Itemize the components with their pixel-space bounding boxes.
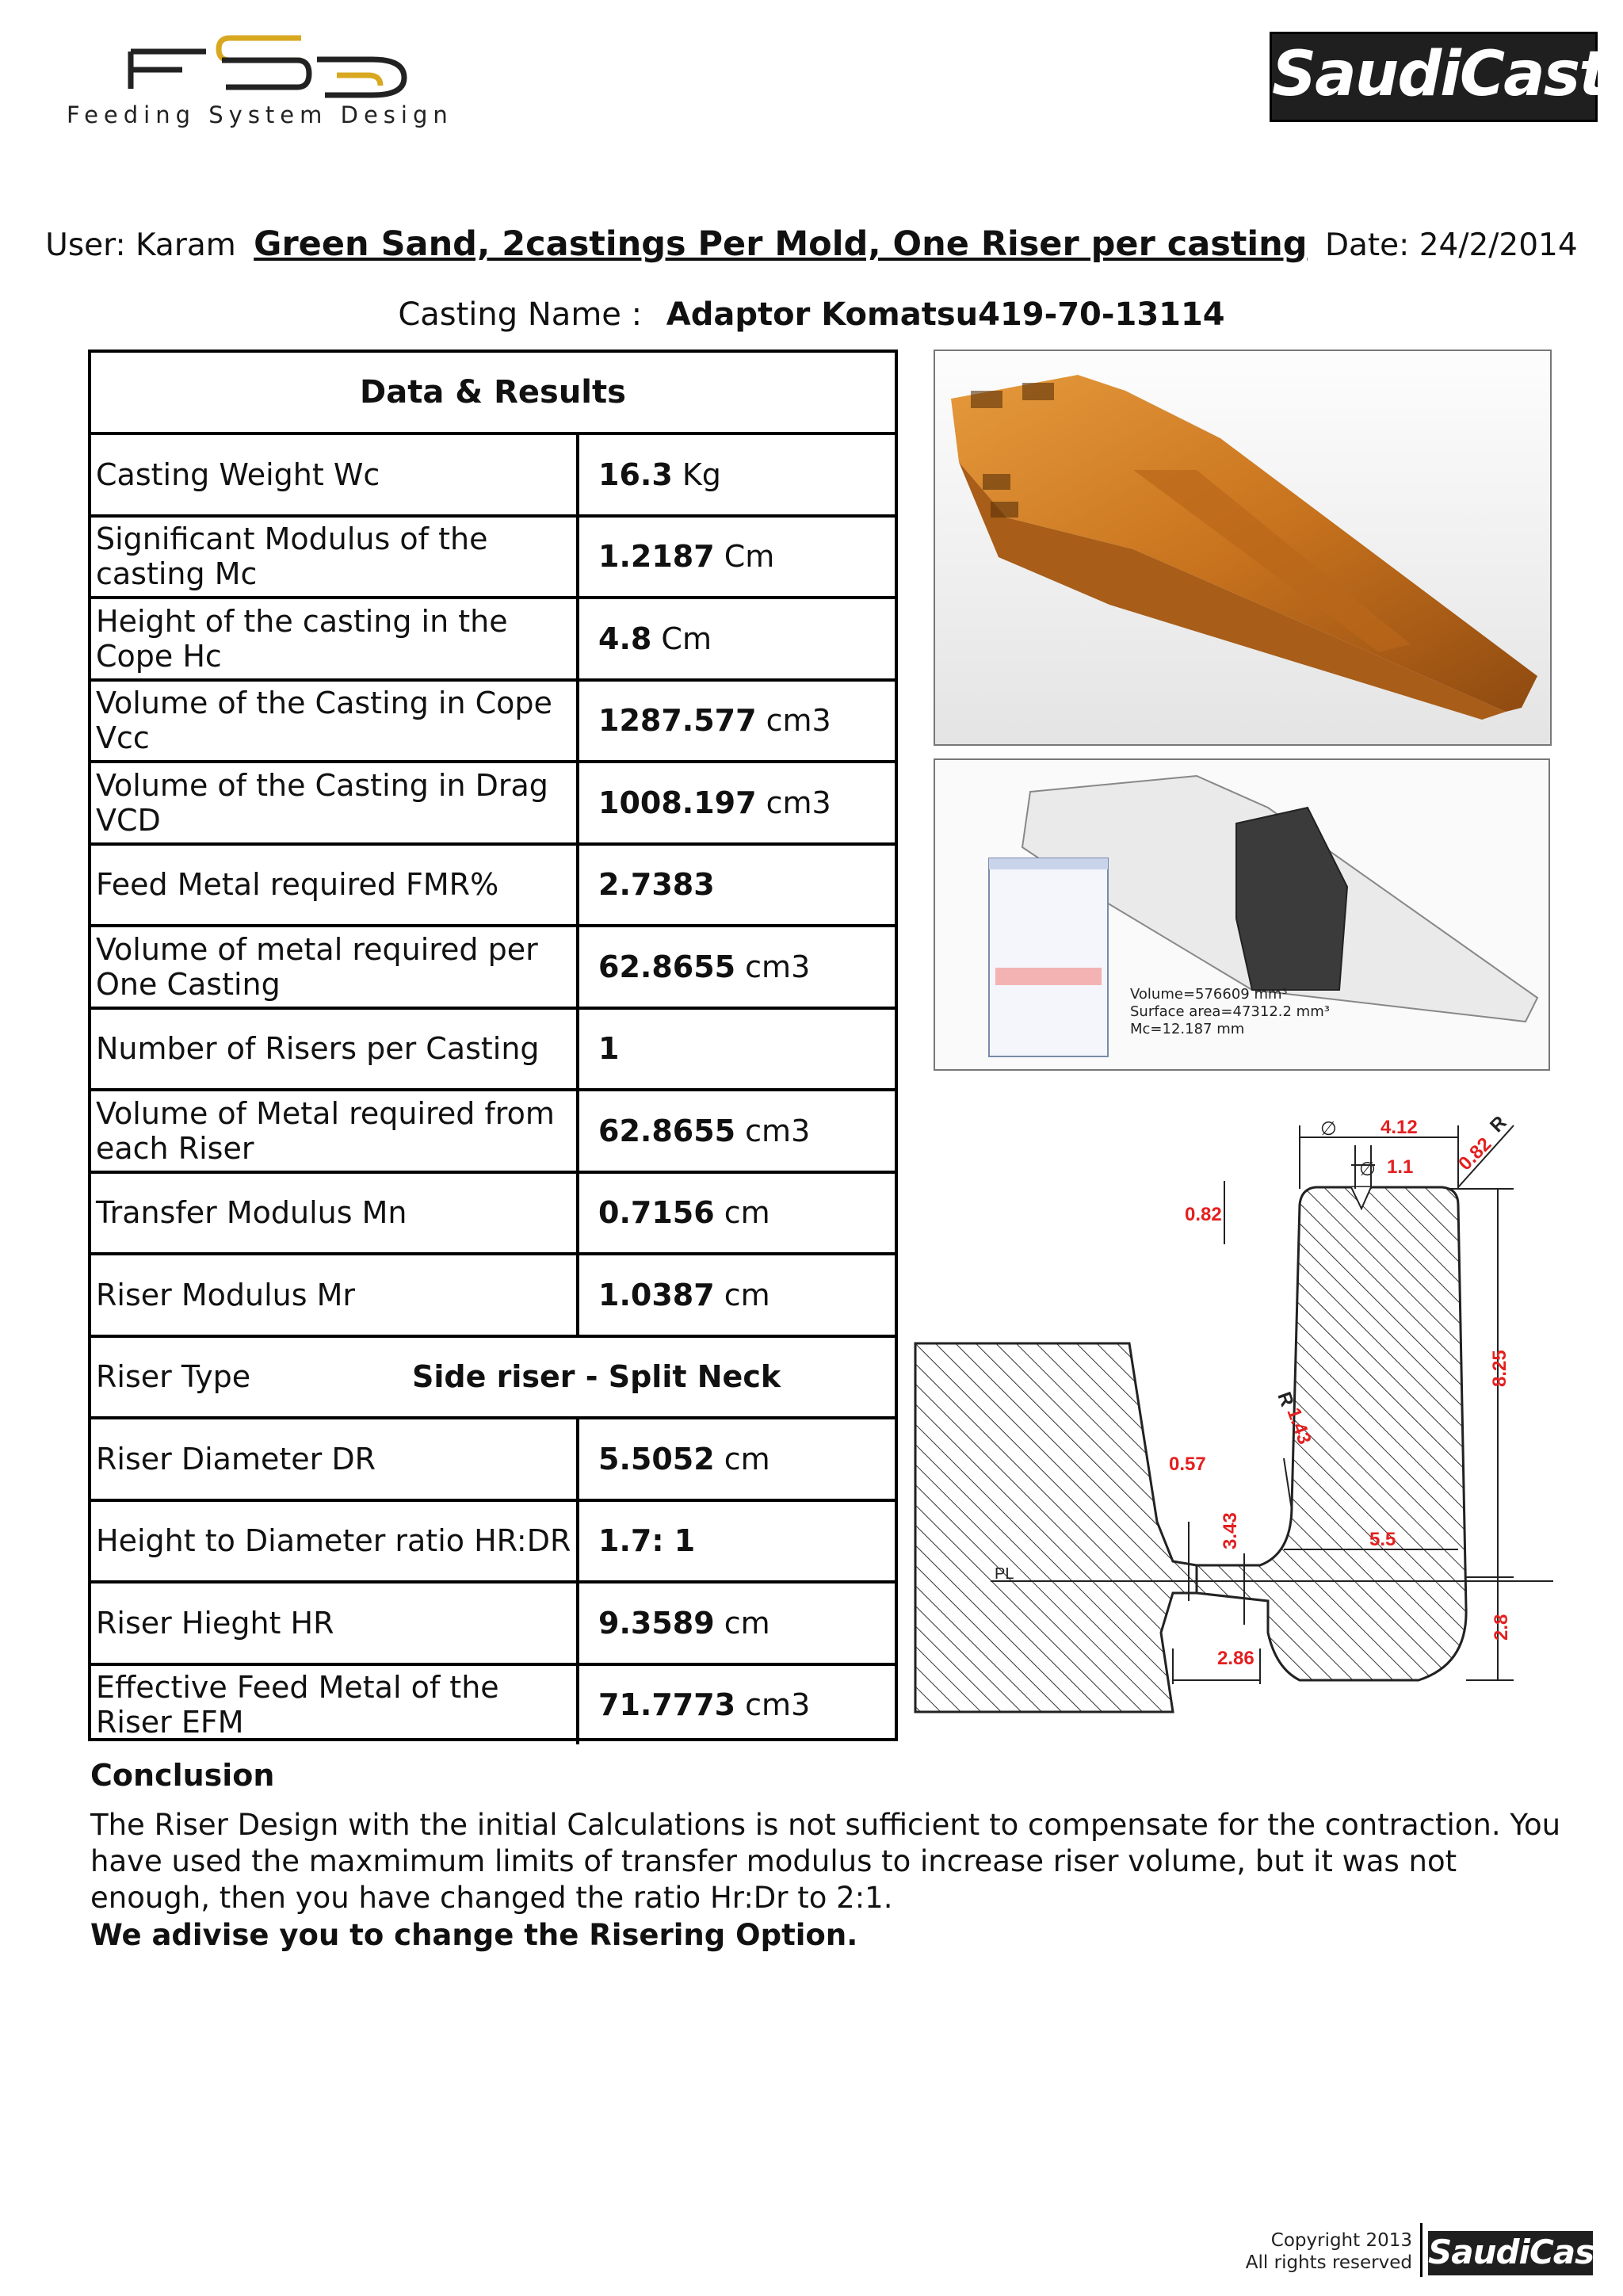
footer-copyright — [1236, 2229, 1412, 2274]
riser-cross-section-drawing — [911, 1078, 1553, 1728]
row-value-number: 1.7: 1 — [598, 1523, 696, 1559]
row-value — [598, 1278, 770, 1312]
row-value-number: 1008.197 — [598, 785, 757, 820]
column-divider — [576, 1255, 579, 1335]
row-label: Riser Modulus Mr — [96, 1277, 356, 1312]
column-divider — [576, 846, 579, 925]
row-value-unit: Cm — [651, 621, 712, 656]
diameter-symbol-inner: ∅ — [1359, 1159, 1376, 1180]
row-value-unit: cm — [714, 1441, 770, 1477]
table-row — [91, 924, 895, 1007]
column-divider — [576, 1010, 579, 1089]
row-label: Feed Metal required FMR% — [96, 867, 499, 903]
row-value-number: 1.2187 — [598, 539, 715, 575]
table-row — [91, 1007, 895, 1089]
row-value — [598, 621, 712, 656]
dim-neck-radius-r: R — [1273, 1389, 1298, 1410]
column-divider — [576, 1502, 579, 1581]
row-value-number: 2.7383 — [598, 867, 715, 903]
row-label: Volume of the Casting in Cope Vcc — [96, 686, 552, 756]
column-divider — [576, 1584, 579, 1663]
casting-name-line — [0, 296, 1623, 333]
row-label: Volume of Metal required from each Riser — [96, 1095, 555, 1166]
column-divider — [576, 1419, 579, 1499]
row-label: Number of Risers per Casting — [96, 1031, 540, 1067]
row-label: Volume of the Casting in Drag VCD — [96, 767, 548, 838]
casting-3d-render-image — [934, 350, 1552, 746]
casting-name: Adaptor Komatsu419-70-13114 — [666, 296, 1225, 333]
diameter-symbol-top: ∅ — [1320, 1118, 1337, 1140]
row-value-number: 1287.577 — [598, 703, 757, 739]
row-value-number: 1 — [598, 1031, 620, 1067]
row-value-unit: cm3 — [756, 703, 831, 739]
table-row — [91, 842, 895, 925]
column-divider — [576, 1666, 579, 1745]
dim-inner-diameter: 1.1 — [1387, 1156, 1414, 1178]
row-label: Height to Diameter ratio HR:DR — [96, 1523, 571, 1559]
table-row — [91, 514, 895, 597]
row-value-number: 0.7156 — [598, 1195, 715, 1231]
row-label: Effective Feed Metal of the Riser EFM — [96, 1670, 499, 1740]
dim-neck-width: 2.86 — [1217, 1648, 1254, 1669]
casting-name-label: Casting Name : — [398, 296, 643, 333]
row-label: Height of the casting in the Cope Hc — [96, 603, 508, 674]
row-value-unit: cm — [714, 1605, 770, 1641]
rights-text: All rights reserved — [1245, 2252, 1412, 2273]
row-label: Riser Type — [96, 1359, 251, 1395]
row-value — [598, 1114, 810, 1148]
simulation-screenshot-image — [934, 758, 1550, 1071]
column-divider — [576, 1174, 579, 1253]
column-divider — [576, 1091, 579, 1171]
row-value-number: 16.3 — [598, 457, 673, 492]
table-row — [91, 1335, 895, 1417]
row-value-number: 4.8 — [598, 621, 652, 656]
dim-057: 0.57 — [1169, 1454, 1206, 1475]
row-value — [598, 949, 810, 984]
conclusion-advice: We adivise you to change the Risering Option. — [90, 1918, 858, 1952]
dim-top-radius: 0.82 — [1454, 1133, 1496, 1175]
dim-top-radius-r: R — [1486, 1111, 1511, 1137]
dim-neck-radius: 1.43 — [1282, 1404, 1316, 1447]
title-line — [0, 224, 1623, 264]
column-divider — [576, 927, 579, 1007]
row-value-number: 71.7773 — [598, 1687, 736, 1723]
table-row — [91, 1171, 895, 1253]
row-value-number: 1.0387 — [598, 1277, 715, 1312]
footer-logo-text: SaudiCast — [1428, 2233, 1610, 2271]
row-value — [598, 1687, 810, 1722]
modulus-label: Mc=12.187 mm — [1130, 1021, 1245, 1037]
row-value — [598, 539, 774, 574]
column-divider — [576, 599, 579, 678]
row-value — [598, 703, 831, 738]
row-label: Casting Weight Wc — [96, 457, 380, 492]
row-value-number: 5.5052 — [598, 1441, 715, 1477]
volume-label: Volume=576609 mm³ — [1130, 986, 1288, 1003]
row-value — [598, 867, 715, 902]
dim-bottom-height: 2.8 — [1491, 1614, 1512, 1641]
user-label: User: Karam — [45, 227, 236, 263]
table-row — [91, 1416, 895, 1499]
dim-left-step: 0.82 — [1185, 1204, 1222, 1225]
dim-riser-diameter: 5.5 — [1369, 1529, 1396, 1550]
column-divider — [576, 763, 579, 842]
column-divider — [576, 682, 579, 761]
row-value — [598, 1442, 770, 1477]
row-value-unit: cm — [714, 1277, 770, 1312]
row-value — [598, 1195, 770, 1230]
parting-line-label: PL — [995, 1565, 1014, 1583]
row-label: Riser Hieght HR — [96, 1605, 334, 1641]
row-value-number: 9.3589 — [598, 1605, 715, 1641]
riser-type-value: Side riser - Split Neck — [412, 1359, 781, 1395]
surface-area-label: Surface area=47312.2 mm³ — [1130, 1003, 1330, 1020]
row-value-unit: cm3 — [756, 785, 831, 820]
table-row — [91, 432, 895, 514]
table-row — [91, 1252, 895, 1335]
dim-height: 8.25 — [1489, 1350, 1510, 1387]
fsd-tagline: Feeding System Design — [67, 101, 453, 128]
table-row — [91, 760, 895, 842]
row-value — [598, 457, 721, 492]
page-title: Green Sand, 2castings Per Mold, One Riser per casting — [254, 224, 1308, 264]
table-row — [91, 678, 895, 761]
conclusion-title: Conclusion — [90, 1758, 275, 1793]
table-row — [91, 596, 895, 678]
conclusion-text: The Riser Design with the initial Calculations is not sufficient to compensate for the contraction. You have used the maxmimum limits of transfer modulus to increase riser volume, but it was not enough, then you have changed the ratio Hr:Dr to 2:1. — [90, 1808, 1561, 1915]
dim-top-diameter: 4.12 — [1381, 1117, 1418, 1138]
row-value — [598, 1523, 695, 1558]
saudicast-logo — [1270, 32, 1607, 122]
footer-divider — [1420, 2223, 1423, 2277]
row-value — [598, 1606, 770, 1641]
row-value-unit: cm3 — [735, 1687, 811, 1723]
table-row — [91, 1663, 895, 1745]
table-row — [91, 1499, 895, 1581]
row-label: Riser Diameter DR — [96, 1441, 376, 1477]
row-value-number: 62.8655 — [598, 949, 736, 984]
row-value — [598, 785, 831, 820]
row-value-unit: Cm — [714, 539, 775, 575]
date-label: Date: 24/2/2014 — [1324, 227, 1578, 263]
table-row — [91, 1580, 895, 1663]
row-label: Significant Modulus of the casting Mc — [96, 521, 488, 592]
saudicast-logo-text: SaudiCast — [1272, 39, 1607, 110]
table-heading: Data & Results — [360, 374, 626, 411]
row-value-unit: cm — [714, 1195, 770, 1231]
row-value-unit: Kg — [672, 457, 721, 492]
column-divider — [576, 435, 579, 514]
row-value-unit: cm3 — [735, 1113, 811, 1148]
table-row — [91, 1088, 895, 1171]
row-label: Volume of metal required per One Casting — [96, 931, 538, 1002]
data-results-table — [88, 350, 898, 1741]
row-value-number: 62.8655 — [598, 1113, 736, 1148]
row-value — [598, 1031, 619, 1066]
row-value-unit: cm3 — [735, 949, 811, 984]
column-divider — [576, 518, 579, 597]
row-label: Transfer Modulus Mn — [96, 1195, 407, 1231]
copyright-text: Copyright 2013 — [1270, 2230, 1412, 2251]
footer-saudicast-logo — [1428, 2231, 1610, 2275]
dim-neck-height: 3.43 — [1220, 1512, 1241, 1549]
